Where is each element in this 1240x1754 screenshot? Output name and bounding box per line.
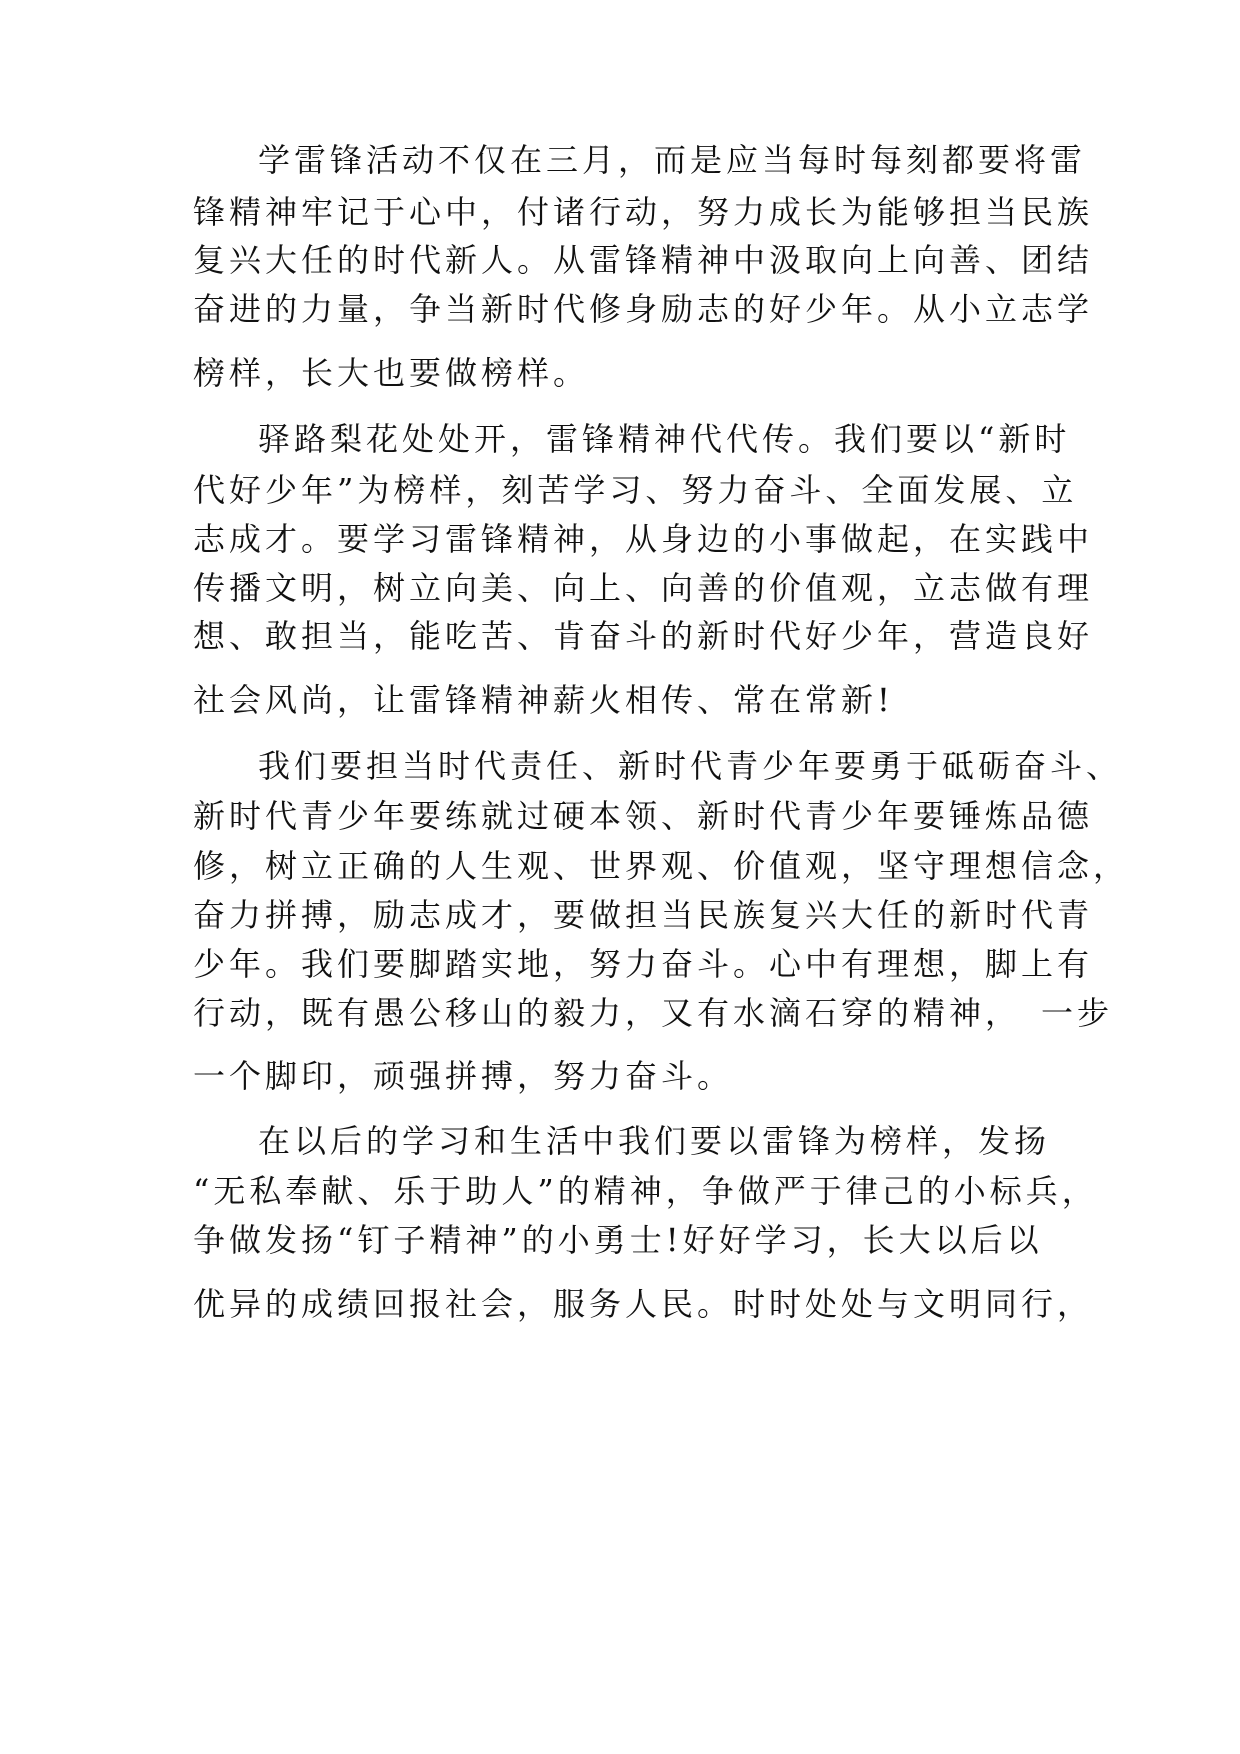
paragraph-1-line-3: 复兴大任的时代新人。从雷锋精神中汲取向上向善、团结 — [193, 241, 1094, 279]
paragraph-2-line-4: 传播文明，树立向美、向上、向善的价值观，立志做有理 — [193, 569, 1094, 607]
paragraph-3-line-2: 新时代青少年要练就过硬本领、新时代青少年要锤炼品德 — [193, 797, 1094, 835]
paragraph-2-line-2: 代好少年”为榜样，刻苦学习、努力奋斗、全面发展、立 — [193, 471, 1078, 509]
paragraph-1-line-1: 学雷锋活动不仅在三月，而是应当每时每刻都要将雷 — [258, 141, 1087, 179]
paragraph-2-line-5: 想、敢担当，能吃苦、肯奋斗的新时代好少年，营造良好 — [193, 617, 1094, 655]
paragraph-1-line-2: 锋精神牢记于心中，付诸行动，努力成长为能够担当民族 — [193, 193, 1094, 231]
paragraph-3-line-4: 奋力拼搏，励志成才，要做担当民族复兴大任的新时代青 — [193, 896, 1094, 934]
paragraph-1-line-5: 榜样，长大也要做榜样。 — [193, 354, 590, 392]
paragraph-4-line-4: 优异的成绩回报社会，服务人民。时时处处与文明同行， — [193, 1285, 1094, 1323]
paragraph-1-line-4: 奋进的力量，争当新时代修身励志的好少年。从小立志学 — [193, 290, 1094, 328]
paragraph-2-line-3: 志成才。要学习雷锋精神，从身边的小事做起，在实践中 — [193, 520, 1094, 558]
paragraph-4-line-3: 争做发扬“钉子精神”的小勇士!好好学习，长大以后以 — [193, 1221, 1043, 1259]
paragraph-4-line-2: “无私奉献、乐于助人”的精神，争做严于律己的小标兵， — [193, 1172, 1098, 1210]
paragraph-3-line-1: 我们要担当时代责任、新时代青少年要勇于砥砺奋斗、 — [258, 747, 1123, 785]
paragraph-3-line-6: 行动，既有愚公移山的毅力，又有水滴石穿的精神， 一步 — [193, 994, 1114, 1032]
paragraph-4-line-1: 在以后的学习和生活中我们要以雷锋为榜样，发扬 — [258, 1122, 1051, 1160]
paragraph-3-line-5: 少年。我们要脚踏实地，努力奋斗。心中有理想，脚上有 — [193, 945, 1094, 983]
paragraph-2-line-1: 驿路梨花处处开，雷锋精神代代传。我们要以“新时 — [258, 420, 1071, 458]
paragraph-2-line-6: 社会风尚，让雷锋精神薪火相传、常在常新! — [193, 681, 894, 719]
paragraph-3-line-3: 修，树立正确的人生观、世界观、价值观，坚守理想信念， — [193, 847, 1130, 885]
paragraph-3-line-7: 一个脚印，顽强拼搏，努力奋斗。 — [193, 1057, 734, 1095]
